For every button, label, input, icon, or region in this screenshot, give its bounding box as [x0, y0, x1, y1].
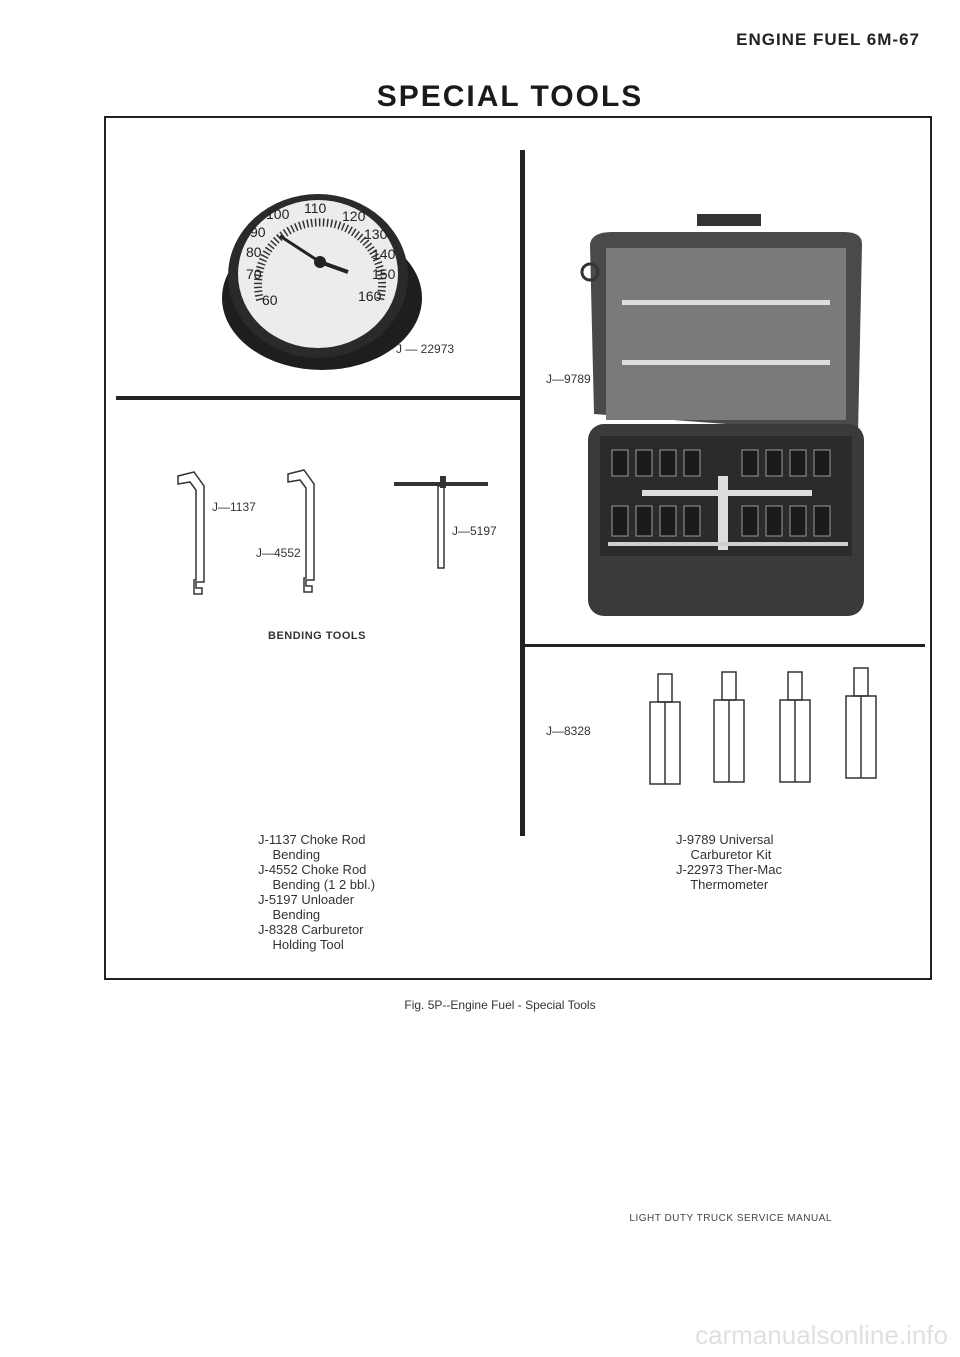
gauge-dial-150: 150 — [372, 266, 396, 282]
carburetor-holding-tools-illustration — [648, 668, 884, 792]
horizontal-divider-left — [116, 396, 520, 400]
gauge-dial-70: 70 — [246, 266, 262, 282]
tool-descriptions-right: J-9789 Universal Carburetor Kit J-22973 Ther-Mac Thermometer — [676, 832, 782, 892]
gauge-dial-130: 130 — [364, 226, 388, 242]
gauge-dial-60: 60 — [262, 292, 278, 308]
case-label: J—9789 — [546, 372, 591, 386]
tool-descriptions-left: J-1137 Choke Rod Bending J-4552 Choke Rod Bending (1 2 bbl.) J-5197 Unloader Bending J-8328 Carburetor Holding Tool — [258, 832, 376, 952]
vertical-divider — [520, 150, 525, 836]
rod-label-j4552: J—4552 — [256, 546, 301, 560]
gauge-dial-140: 140 — [372, 246, 396, 262]
gauge-dial-80: 80 — [246, 244, 262, 260]
choke-rod-tool-j1137 — [176, 470, 216, 600]
gauge-dial-90: 90 — [250, 224, 266, 240]
horizontal-divider-right — [525, 644, 925, 647]
bending-tools-heading: BENDING TOOLS — [268, 630, 366, 642]
holder-label: J—8328 — [546, 724, 591, 738]
tbar-label-j5197: J—5197 — [452, 524, 497, 538]
gauge-dial-160: 160 — [358, 288, 382, 304]
figure-caption: Fig. 5P--Engine Fuel - Special Tools — [404, 998, 596, 1012]
page-header: ENGINE FUEL 6M-67 — [736, 30, 920, 49]
gauge-label: J — 22973 — [396, 342, 455, 356]
choke-rod-tool-j4552 — [286, 468, 326, 598]
gauge-dial-120: 120 — [342, 208, 366, 224]
page-title: SPECIAL TOOLS — [376, 80, 644, 113]
carburetor-kit-case-illustration — [582, 214, 872, 624]
site-watermark: carmanualsonline.info — [695, 1320, 948, 1350]
manual-footer: LIGHT DUTY TRUCK SERVICE MANUAL — [629, 1213, 832, 1224]
gauge-dial-110: 110 — [304, 200, 327, 216]
gauge-dial-100: 100 — [266, 206, 290, 222]
rod-label-j1137: J—1137 — [212, 500, 256, 514]
